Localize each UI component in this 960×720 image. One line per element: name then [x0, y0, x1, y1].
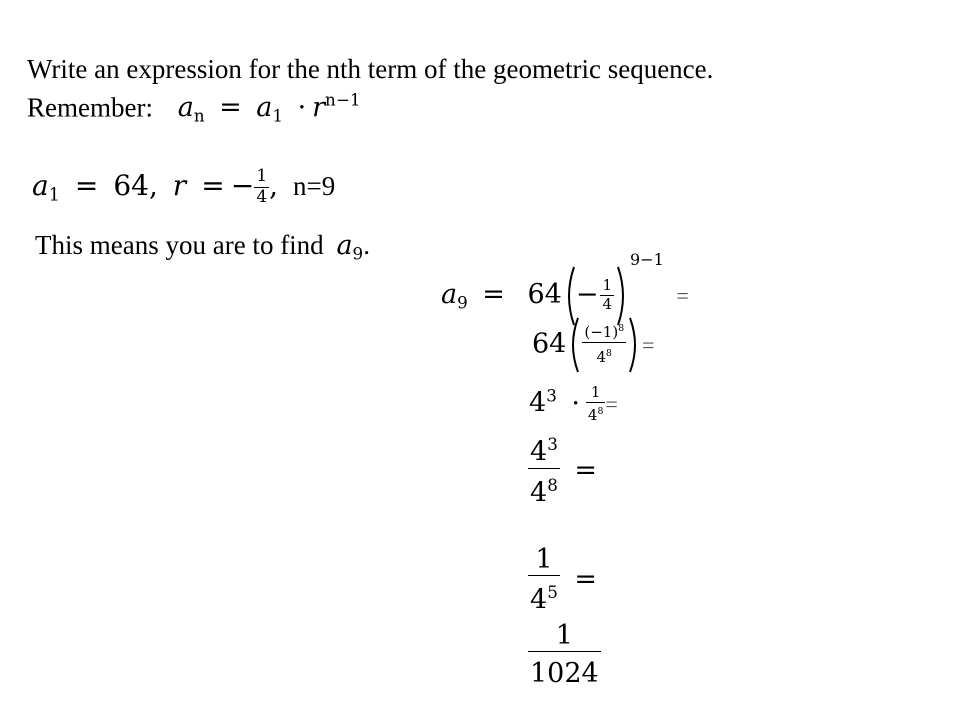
step3-den — [586, 402, 605, 424]
given-r-sign: − — [230, 168, 255, 202]
step1-fraction — [600, 278, 614, 313]
step-5 — [528, 546, 603, 615]
step5-tail-eq: = — [574, 564, 597, 596]
given-r-den: 4 — [256, 186, 268, 207]
step2-coef: 64 — [532, 328, 567, 360]
step2-den-exp: 8 — [606, 348, 612, 359]
step-3 — [529, 385, 618, 423]
step5-den-exp: 5 — [547, 582, 558, 603]
step5-den-base: 4 — [530, 584, 548, 616]
step5-fraction — [528, 546, 560, 615]
find-period: . — [363, 230, 370, 260]
step1-a9: a — [441, 279, 458, 310]
step1-eq: = — [482, 279, 505, 310]
general-term-formula — [177, 90, 361, 126]
step6-den: 1024 — [528, 651, 601, 688]
step2-num-exp: 8 — [618, 323, 625, 335]
step-2 — [532, 316, 655, 374]
step3-fraction — [586, 385, 605, 423]
step4-num-exp: 3 — [547, 434, 558, 454]
step4-tail-eq: = — [574, 455, 597, 487]
formula-an: a — [177, 92, 194, 124]
step3-den-exp: 8 — [597, 405, 604, 417]
step3-num: 1 — [590, 383, 601, 401]
remember-line — [27, 92, 361, 124]
step3-dot: · — [571, 387, 580, 419]
step3-exp: 3 — [546, 385, 557, 406]
step4-fraction — [528, 436, 560, 507]
right-paren-icon — [628, 316, 642, 374]
step2-num — [582, 324, 626, 342]
formula-r: r — [312, 92, 326, 124]
given-eq: = — [74, 168, 99, 202]
formula-exponent: n−1 — [325, 90, 361, 110]
step4-den — [528, 468, 560, 508]
step3-den-base: 4 — [587, 405, 598, 424]
given-r-eq: = — [201, 168, 225, 202]
step5-den — [528, 575, 560, 615]
step3-tail-eq: = — [605, 391, 618, 417]
remember-label: Remember: — [27, 92, 153, 123]
step1-a9-sub: 9 — [457, 292, 468, 313]
step4-den-base: 4 — [530, 477, 548, 509]
find-text: This means you are to find — [35, 230, 324, 260]
step2-tail-eq: = — [642, 332, 655, 358]
step5-num: 1 — [535, 544, 553, 575]
step6-fraction — [528, 622, 601, 689]
left-paren-icon — [566, 316, 580, 374]
formula-eq: = — [219, 92, 242, 124]
step1-sign: − — [575, 279, 599, 310]
step1-exponent: 9−1 — [629, 250, 664, 269]
step1-den: 4 — [602, 295, 612, 313]
find-var-sub: 9 — [352, 243, 364, 264]
step6-num: 1 — [555, 620, 573, 651]
step-6 — [528, 622, 601, 689]
step1-tail-eq: = — [676, 283, 689, 308]
find-var: a — [336, 230, 353, 261]
find-statement — [35, 232, 370, 262]
given-r-num: 1 — [256, 166, 268, 186]
step1-num: 1 — [602, 276, 612, 295]
given-comma: , — [269, 168, 279, 202]
given-values — [32, 168, 335, 207]
step2-den-base: 4 — [596, 347, 607, 366]
formula-an-sub: n — [193, 105, 205, 126]
step2-fraction — [582, 324, 626, 365]
step-4 — [528, 436, 603, 507]
formula-a1: a — [256, 92, 273, 124]
given-r: r — [172, 168, 187, 202]
step3-base: 4 — [529, 387, 547, 419]
step1-coef: 64 — [527, 279, 562, 310]
formula-a1-sub: 1 — [272, 105, 284, 126]
given-n: n=9 — [292, 170, 336, 201]
given-a1: a — [32, 168, 49, 202]
step2-den — [582, 342, 626, 366]
step4-num-base: 4 — [530, 436, 548, 468]
step4-den-exp: 8 — [547, 474, 558, 495]
step4-num — [528, 436, 560, 468]
given-a1-sub: 1 — [48, 185, 60, 206]
problem-title: Write an expression for the nth term of the geometric sequence. — [27, 54, 714, 84]
given-r-fraction — [254, 168, 269, 207]
formula-dot: · — [297, 92, 307, 124]
step2-num-base: (−1) — [584, 323, 619, 342]
given-a1-value: 64, — [113, 168, 158, 202]
